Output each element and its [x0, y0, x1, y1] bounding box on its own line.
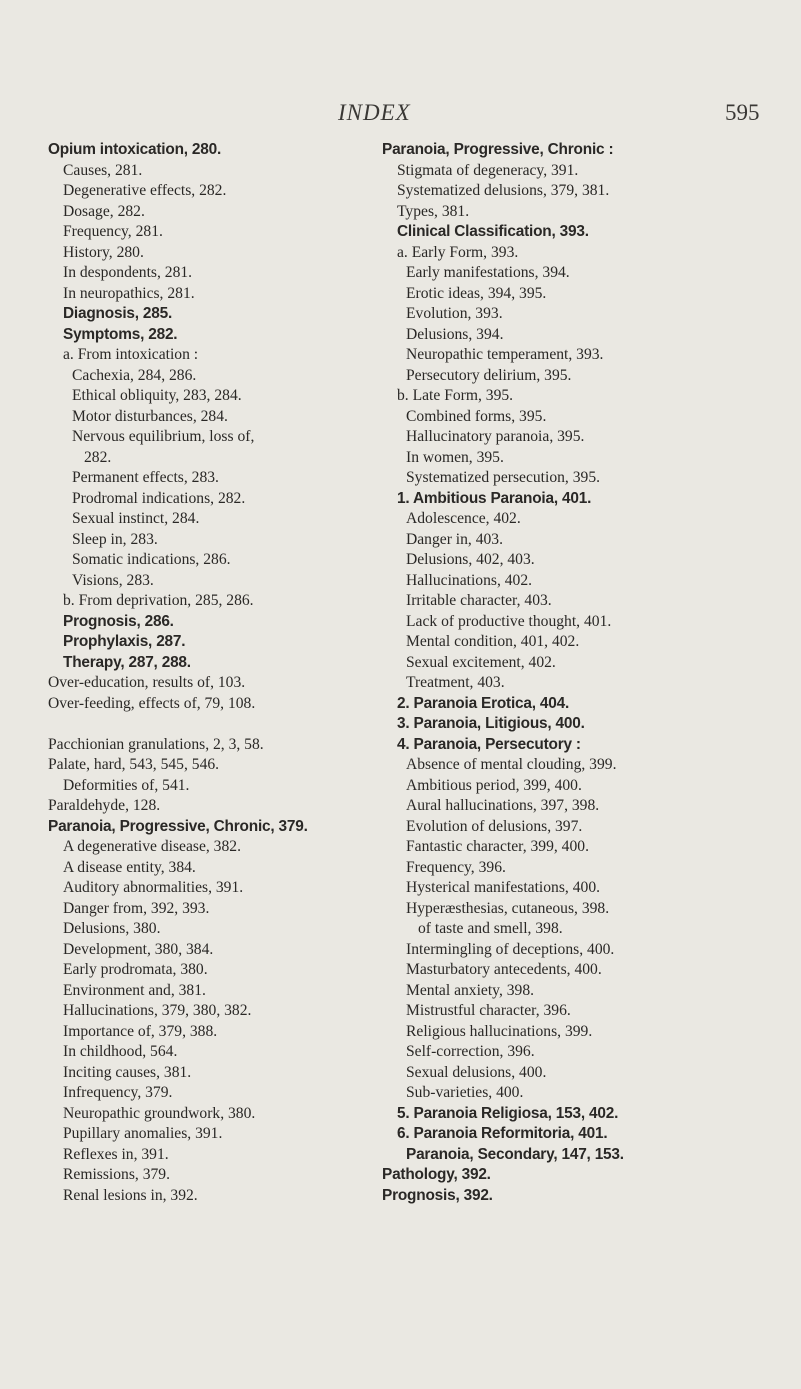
index-entry: Degenerative effects, 282.	[63, 182, 227, 199]
index-entry: Aural hallucinations, 397, 398.	[406, 797, 600, 814]
running-title: INDEX	[338, 100, 411, 125]
index-entry: In neuropathics, 281.	[63, 284, 195, 302]
index-entry: Religious hallucinations, 399.	[406, 1022, 593, 1040]
index-entry: Persecutory delirium, 395.	[406, 366, 572, 384]
index-entry: Delusions, 394.	[406, 325, 504, 343]
index-entry: Evolution of delusions, 397.	[406, 817, 583, 835]
index-entry: Treatment, 403.	[406, 674, 505, 691]
index-entry: Mistrustful character, 396.	[406, 1002, 571, 1019]
index-entry: Somatic indications, 286.	[72, 551, 231, 568]
index-entry: Sexual excitement, 402.	[406, 653, 556, 671]
index-heading: Pathology, 392.	[382, 1166, 491, 1183]
index-entry: Fantastic character, 399, 400.	[406, 838, 589, 855]
index-entry: Evolution, 393.	[406, 305, 503, 322]
index-entry: Frequency, 281.	[63, 223, 163, 240]
index-entry: Sexual delusions, 400.	[406, 1063, 547, 1081]
index-entry: Delusions, 380.	[63, 920, 161, 937]
index-entry: Systematized persecution, 395.	[406, 469, 601, 486]
index-entry: Neuropathic temperament, 393.	[406, 346, 604, 363]
index-entry: Danger in, 403.	[406, 530, 504, 548]
index-entry: A disease entity, 384.	[63, 858, 196, 876]
index-entry: Paraldehyde, 128.	[48, 797, 161, 814]
index-entry: Intermingling of deceptions, 400.	[406, 940, 615, 958]
index-entry: History, 280.	[63, 243, 144, 261]
page-header	[0, 100, 801, 130]
index-heading: Clinical Classification, 393.	[397, 223, 589, 240]
index-column-left	[48, 140, 378, 1206]
index-entry: Ambitious period, 399, 400.	[406, 776, 582, 794]
index-entry: Mental anxiety, 398.	[406, 981, 535, 999]
index-entry: Over-feeding, effects of, 79, 108.	[48, 694, 256, 712]
index-entry: Remissions, 379.	[63, 1166, 171, 1183]
index-entry: Adolescence, 402.	[406, 510, 521, 527]
index-entry: Causes, 281.	[63, 161, 143, 179]
entry-spacer	[48, 714, 378, 735]
index-entry: Sub-varieties, 400.	[406, 1084, 524, 1101]
index-heading: Opium intoxication, 280.	[48, 141, 222, 158]
index-entry: Hallucinations, 379, 380, 382.	[63, 1002, 252, 1019]
index-heading: Diagnosis, 285.	[63, 305, 173, 322]
index-heading: Symptoms, 282.	[63, 325, 178, 343]
index-entry: Auditory abnormalities, 391.	[63, 879, 244, 896]
index-entry: Dosage, 282.	[63, 202, 145, 220]
index-entry: Development, 380, 384.	[63, 940, 214, 958]
index-heading: 2. Paranoia Erotica, 404.	[397, 694, 570, 712]
index-heading: 6. Paranoia Reformitoria, 401.	[397, 1125, 608, 1142]
index-entry: b. From deprivation, 285, 286.	[63, 592, 254, 609]
index-entry: Motor disturbances, 284.	[72, 407, 228, 425]
index-entry: Environment and, 381.	[63, 981, 206, 999]
index-entry: Palate, hard, 543, 545, 546.	[48, 756, 220, 773]
index-heading: Therapy, 287, 288.	[63, 653, 191, 671]
index-entry: Masturbatory antecedents, 400.	[406, 961, 602, 978]
index-entry: Infrequency, 379.	[63, 1084, 173, 1101]
index-entry: Pacchionian granulations, 2, 3, 58.	[48, 735, 264, 753]
index-heading: 1. Ambitious Paranoia, 401.	[397, 489, 592, 507]
index-heading: Paranoia, Secondary, 147, 153.	[406, 1145, 624, 1163]
index-entry: Permanent effects, 283.	[72, 469, 219, 486]
index-entry: Erotic ideas, 394, 395.	[406, 284, 547, 302]
index-heading: Paranoia, Progressive, Chronic, 379.	[48, 817, 308, 835]
index-entry: Hallucinations, 402.	[406, 571, 533, 589]
index-heading: Prognosis, 286.	[63, 612, 174, 630]
index-entry: Cachexia, 284, 286.	[72, 366, 197, 384]
index-entry: Hysterical manifestations, 400.	[406, 879, 601, 896]
index-entry: Hallucinatory paranoia, 395.	[406, 428, 585, 445]
index-entry: Stigmata of degeneracy, 391.	[397, 161, 579, 179]
index-entry: 282.	[84, 448, 112, 466]
index-entry: Over-education, results of, 103.	[48, 674, 246, 691]
index-heading: 5. Paranoia Religiosa, 153, 402.	[397, 1104, 619, 1122]
index-entry: Sleep in, 283.	[72, 530, 158, 548]
index-entry: In despondents, 281.	[63, 264, 193, 281]
index-column-right	[382, 140, 792, 1206]
index-entry: Irritable character, 403.	[406, 592, 552, 609]
index-entry: Importance of, 379, 388.	[63, 1022, 218, 1040]
index-entry: Deformities of, 541.	[63, 776, 190, 794]
index-heading: Paranoia, Progressive, Chronic :	[382, 141, 614, 158]
index-heading: 3. Paranoia, Litigious, 400.	[397, 715, 585, 732]
index-entry: Delusions, 402, 403.	[406, 551, 535, 568]
index-entry: Renal lesions in, 392.	[63, 1186, 198, 1204]
index-entry: Sexual instinct, 284.	[72, 510, 200, 527]
index-entry: Systematized delusions, 379, 381.	[397, 182, 610, 199]
index-entry: Mental condition, 401, 402.	[406, 633, 580, 650]
index-entry: Danger from, 392, 393.	[63, 899, 210, 917]
index-entry: Self-correction, 396.	[406, 1043, 535, 1060]
index-entry: Inciting causes, 381.	[63, 1063, 192, 1081]
index-heading: Prophylaxis, 287.	[63, 633, 186, 650]
index-entry: Hyperæsthesias, cutaneous, 398.	[406, 899, 610, 917]
index-entry: Combined forms, 395.	[406, 407, 547, 425]
index-heading: Prognosis, 392.	[382, 1186, 493, 1204]
index-entry: A degenerative disease, 382.	[63, 838, 241, 855]
index-entry: Pupillary anomalies, 391.	[63, 1125, 223, 1142]
index-entry: Frequency, 396.	[406, 858, 506, 876]
index-entry: of taste and smell, 398.	[418, 920, 563, 937]
index-entry: In women, 395.	[406, 448, 504, 466]
index-entry: In childhood, 564.	[63, 1043, 178, 1060]
page-number: 595	[725, 100, 760, 125]
index-entry: Nervous equilibrium, loss of,	[72, 428, 255, 445]
index-entry: Prodromal indications, 282.	[72, 489, 246, 507]
index-heading: 4. Paranoia, Persecutory :	[397, 735, 581, 753]
index-entry: Reflexes in, 391.	[63, 1145, 169, 1163]
index-entry: b. Late Form, 395.	[397, 387, 514, 404]
index-entry: Lack of productive thought, 401.	[406, 612, 612, 630]
index-entry: Early prodromata, 380.	[63, 961, 208, 978]
index-entry: Early manifestations, 394.	[406, 264, 570, 281]
index-entry: Neuropathic groundwork, 380.	[63, 1104, 256, 1122]
index-entry: Ethical obliquity, 283, 284.	[72, 387, 242, 404]
index-entry: a. Early Form, 393.	[397, 243, 519, 261]
index-entry: a. From intoxication :	[63, 346, 199, 363]
index-entry: Visions, 283.	[72, 571, 154, 589]
index-entry: Absence of mental clouding, 399.	[406, 756, 617, 773]
index-entry: Types, 381.	[397, 202, 470, 220]
